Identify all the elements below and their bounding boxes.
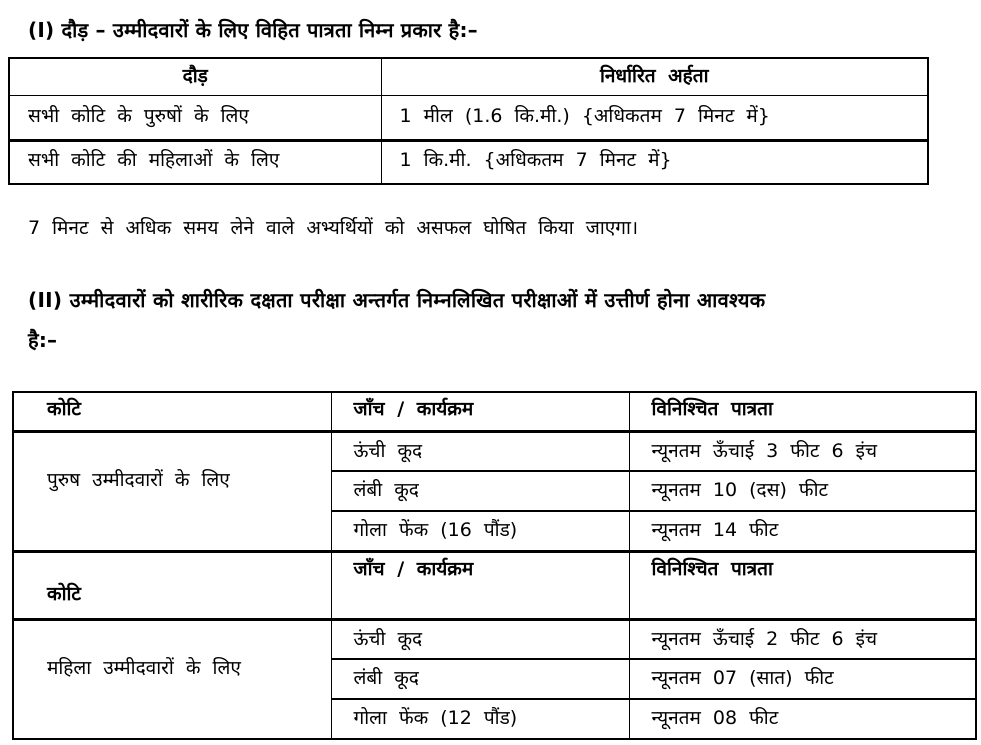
eligibility-cell: न्यूनतम ऊँचाई 3 फीट 6 इंच [629, 431, 976, 471]
header-required-eligibility: विनिश्चित पात्रता [629, 551, 976, 619]
header-test-event: जाँच / कार्यक्रम [331, 551, 629, 619]
category-cell: सभी कोटि की महिलाओं के लिए [9, 140, 381, 184]
eligibility-cell: न्यूनतम 14 फीट [629, 511, 976, 551]
table-row [13, 619, 976, 659]
test-cell: गोला फेंक (16 पौंड) [331, 511, 629, 551]
eligibility-cell: न्यूनतम ऊँचाई 2 फीट 6 इंच [629, 619, 976, 659]
section-2-heading-line-2: है:– [28, 328, 58, 352]
eligibility-cell: न्यूनतम 10 (दस) फीट [629, 471, 976, 511]
table-header-row [9, 58, 928, 95]
header-test-event: जाँच / कार्यक्रम [331, 392, 629, 431]
table-row [9, 95, 928, 140]
running-eligibility-table [8, 57, 929, 185]
header-required-eligibility: विनिश्चित पात्रता [629, 392, 976, 431]
qualification-cell: 1 कि.मी. {अधिकतम 7 मिनट में} [381, 140, 928, 184]
table-row [9, 140, 928, 184]
test-cell: गोला फेंक (12 पौंड) [331, 699, 629, 739]
failure-note: 7 मिनट से अधिक समय लेने वाले अभ्यर्थियों को असफल घोषित किया जाएगा। [28, 217, 639, 239]
test-cell: लंबी कूद [331, 659, 629, 699]
header-category: कोटि [13, 551, 331, 619]
test-cell: लंबी कूद [331, 471, 629, 511]
table-row [13, 431, 976, 471]
physical-efficiency-table [12, 391, 977, 740]
eligibility-cell: न्यूनतम 08 फीट [629, 699, 976, 739]
header-category: कोटि [13, 392, 331, 431]
category-female: महिला उम्मीदवारों के लिए [13, 619, 331, 739]
header-running: दौड़ [9, 58, 381, 95]
qualification-cell: 1 मील (1.6 कि.मी.) {अधिकतम 7 मिनट में} [381, 95, 928, 140]
category-cell: सभी कोटि के पुरुषों के लिए [9, 95, 381, 140]
section-2-heading-line-1: (II) उम्मीदवारों को शारीरिक दक्षता परीक्षा अन्तर्गत निम्नलिखित परीक्षाओं में उत्तीर्ण होना आवश्यक [28, 288, 766, 312]
test-cell: ऊंची कूद [331, 431, 629, 471]
table-header-row [13, 551, 976, 619]
section-1-heading: (I) दौड़ – उम्मीदवारों के लिए विहित पात्रता निम्न प्रकार है:– [28, 18, 478, 42]
header-prescribed-qualification: निर्धारित अर्हता [381, 58, 928, 95]
category-male: पुरुष उम्मीदवारों के लिए [13, 431, 331, 551]
eligibility-cell: न्यूनतम 07 (सात) फीट [629, 659, 976, 699]
test-cell: ऊंची कूद [331, 619, 629, 659]
table-header-row [13, 392, 976, 431]
